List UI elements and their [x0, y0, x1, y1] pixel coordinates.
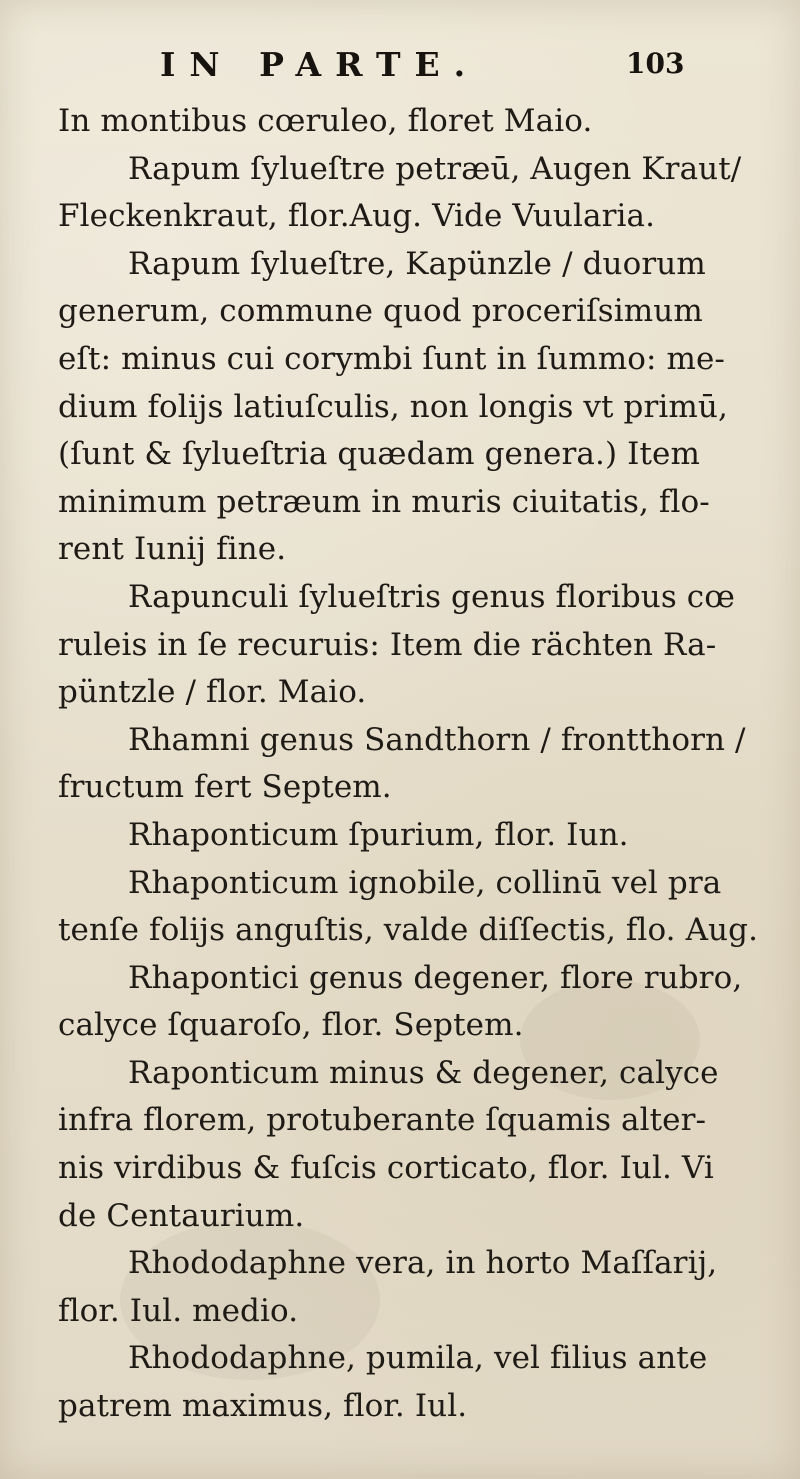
- text-line: tenſe folijs anguſtis, valde diſſectis, flo. Aug.: [58, 912, 759, 949]
- text-line: Rhamni genus Sandthorn / frontthorn /: [128, 721, 746, 758]
- running-title: IN PARTE.: [160, 45, 480, 84]
- text-line: patrem maximus, flor. Iul.: [58, 1388, 468, 1425]
- text-line: Rhododaphne vera, in horto Maſſarij,: [128, 1245, 718, 1282]
- text-line: infra florem, protuberante ſquamis alter-: [58, 1102, 707, 1139]
- text-line: Rhapontici genus degener, flore rubro,: [128, 959, 743, 996]
- text-line: Fleckenkraut, flor.Aug. Vide Vuularia.: [58, 198, 656, 235]
- text-line: In montibus cœruleo, floret Maio.: [58, 103, 593, 139]
- text-line: rent Iunij fine.: [58, 531, 287, 568]
- text-line: dium folijs latiuſculis, non longis vt primū,: [58, 388, 728, 425]
- text-line: calyce ſquaroſo, flor. Septem.: [58, 1007, 524, 1044]
- text-line: (ſunt & ſylueſtria quædam genera.) Item: [58, 436, 700, 473]
- text-line: Rhododaphne, pumila, vel filius ante: [128, 1340, 708, 1377]
- text-line: Rhaponticum ignobile, collinū vel pra: [128, 864, 722, 901]
- text-line: Raponticum minus & degener, calyce: [128, 1054, 719, 1091]
- text-line: eſt: minus cui corymbi ſunt in ſummo: me-: [58, 340, 725, 377]
- page-number: 103: [626, 47, 685, 80]
- text-line: Rapum ſylueſtre petræū, Augen Kraut/: [128, 150, 742, 187]
- text-line: flor. Iul. medio.: [58, 1292, 299, 1329]
- text-line: Rapum ſylueſtre, Kapünzle / duorum: [128, 245, 706, 282]
- text-line: generum, commune quod proceriſsimum: [58, 293, 703, 330]
- body-text: [58, 98, 759, 1431]
- text-line: fructum fert Septem.: [58, 769, 392, 806]
- text-line: ruleis in ſe recuruis: Item die rächten Ra-: [58, 626, 717, 663]
- text-line: Rapunculi ſylueſtris genus floribus cœ: [128, 578, 736, 615]
- text-line: nis virdibus & fuſcis corticato, flor. Iul. Vi: [58, 1150, 714, 1187]
- text-line: Rhaponticum ſpurium, flor. Iun.: [128, 816, 629, 853]
- text-line: püntzle / flor. Maio.: [58, 674, 367, 711]
- page-header: [0, 45, 800, 91]
- text-line: de Centaurium.: [58, 1197, 305, 1234]
- text-line: minimum petræum in muris ciuitatis, flo-: [58, 483, 710, 520]
